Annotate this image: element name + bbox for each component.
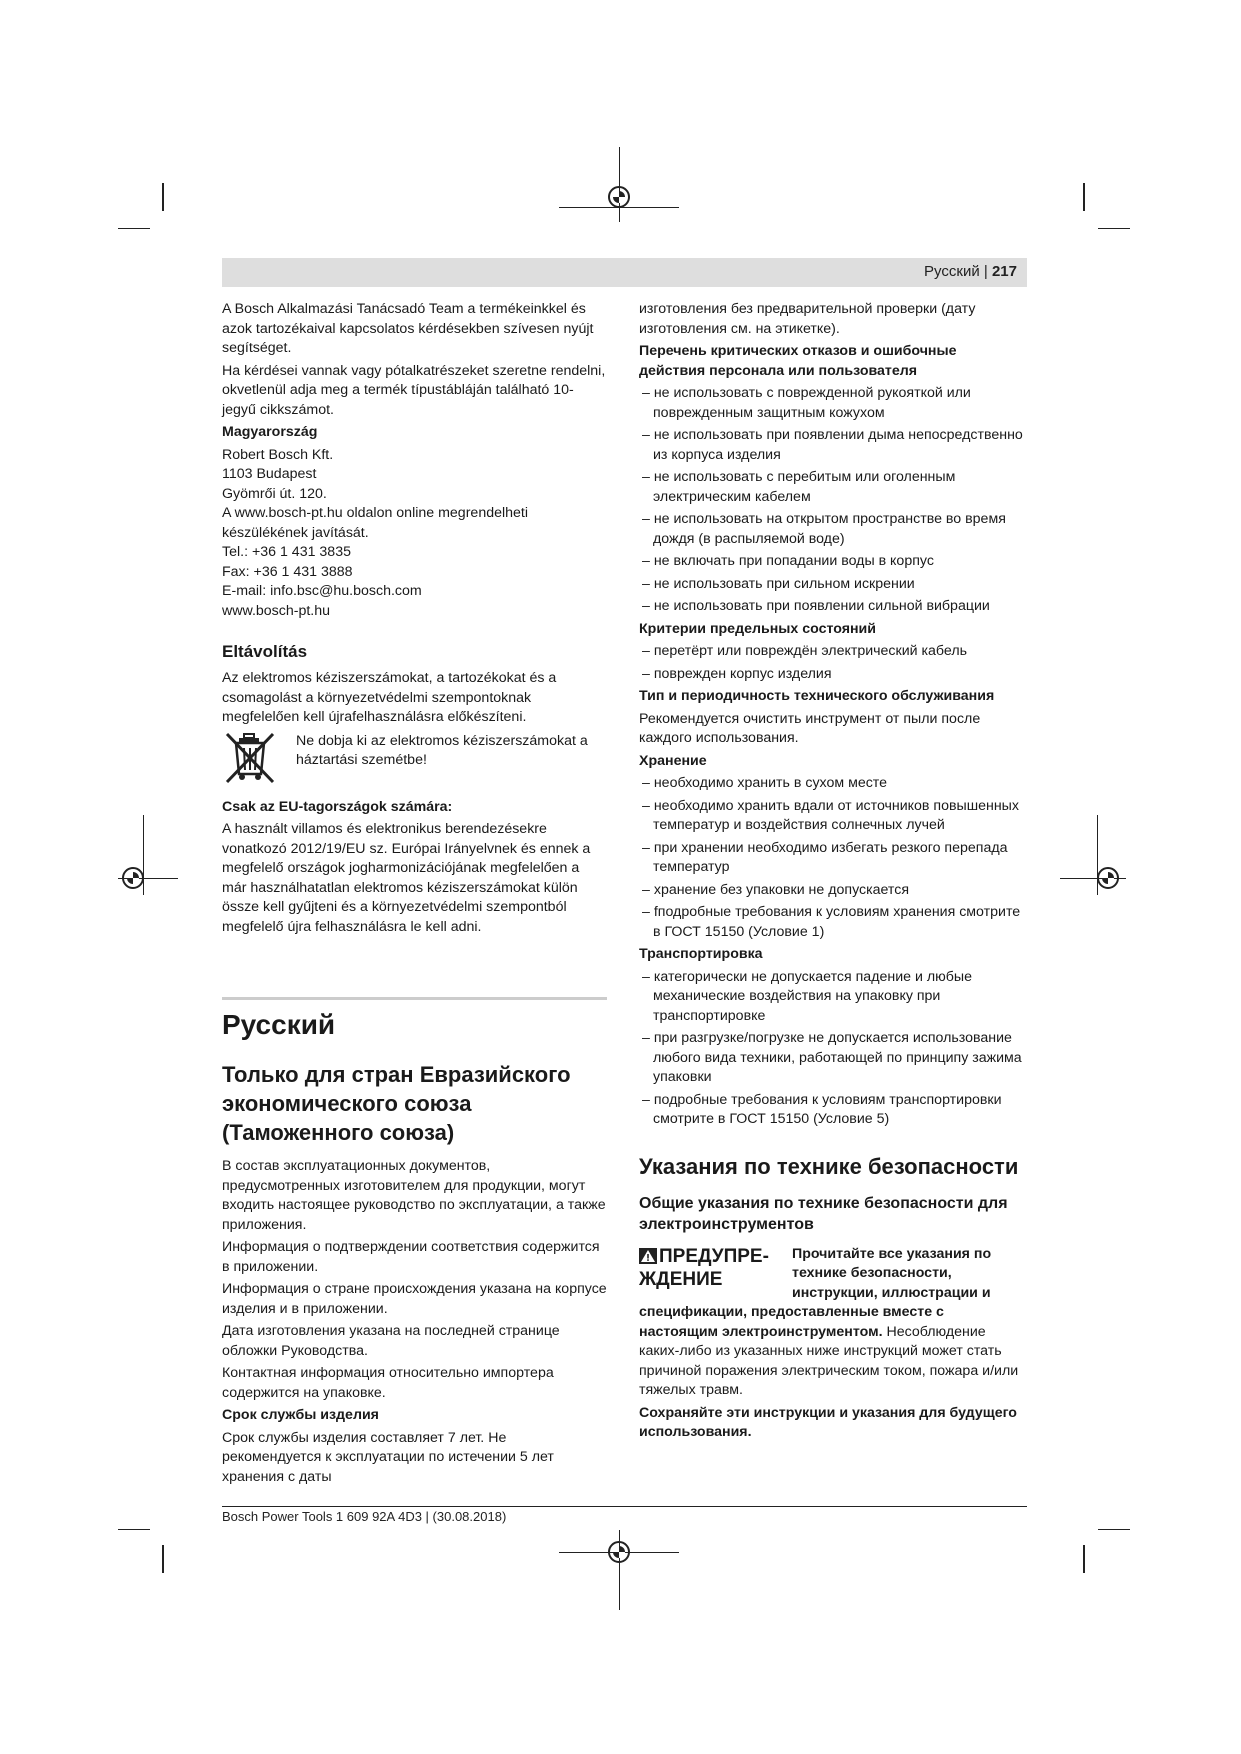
crop-mark xyxy=(118,1529,150,1530)
crop-mark xyxy=(1083,183,1085,211)
paragraph: Дата изготовления указана на последней странице обложки Руководства. xyxy=(222,1323,560,1359)
crop-mark xyxy=(162,183,164,211)
paragraph: A Bosch Alkalmazási Tanácsadó Team a termékeinkkel és azok tartozékaival kapcsolatos kérdésekben szívesen nyújt segítséget. xyxy=(222,301,594,356)
crop-mark xyxy=(1098,228,1130,229)
right-column xyxy=(639,300,1024,1446)
address-line: www.bosch-pt.hu xyxy=(222,602,331,619)
paragraph: Срок службы изделия составляет 7 лет. Не рекомендуется к эксплуатации по истечении 5 лет хранения с даты xyxy=(222,1429,554,1485)
maintenance-heading: Тип и периодичность технического обслуживания xyxy=(639,688,995,704)
page-number: 217 xyxy=(991,263,1017,280)
list-item: – при разгрузке/погрузке не допускается использование любого вида техники, работающей по принципу зажима упаковки xyxy=(639,1029,1024,1088)
list-item: – при хранении необходимо избегать резкого перепада температур xyxy=(639,839,1024,878)
list-item: – не включать при попадании воды в корпус xyxy=(639,552,1024,572)
storage-list xyxy=(639,774,1024,942)
address-block xyxy=(222,446,607,622)
warning-label xyxy=(639,1245,784,1291)
disposal-heading: Eltávolítás xyxy=(222,642,308,661)
warning-label-text: ПРЕДУПРЕ-ЖДЕНИЕ xyxy=(639,1245,769,1290)
paragraph: A használt villamos és elektronikus berendezésekre vonatkozó 2012/19/EU sz. Európai Irányelvnek és ennek a megfelelő országok jogharmonizációjának megfelelően a már használhatatlan elektromos kéziszerszámokat külön össze kell gyűjteni és a környezetvédelmi szempontból megfelelő újra felhasználásra le kell adni. xyxy=(222,821,591,935)
list-item: – не использовать с поврежденной рукояткой или поврежденным защитным кожухом xyxy=(639,384,1024,423)
header-separator: | xyxy=(983,263,988,280)
page-header xyxy=(222,258,1027,287)
address-line: 1103 Budapest xyxy=(222,466,317,482)
eu-heading: Csak az EU-tagországok számára: xyxy=(222,798,453,815)
paragraph: Информация о стране происхождения указана на корпусе изделия и в приложении. xyxy=(222,1281,607,1317)
failures-heading: Перечень критических отказов и ошибочные действия персонала или пользователя xyxy=(639,343,957,379)
crop-mark xyxy=(1098,1529,1130,1530)
address-line: Robert Bosch Kft. xyxy=(222,446,334,463)
header-text xyxy=(924,263,1017,280)
safety-subtitle: Общие указания по технике безопасности для электроинструментов xyxy=(639,1194,1008,1233)
transport-heading: Транспортировка xyxy=(639,946,763,962)
header-section: Русский xyxy=(924,263,980,280)
paragraph: изготовления без предварительной проверки (дату изготовления см. на этикетке). xyxy=(639,301,976,337)
crop-mark xyxy=(1083,1545,1085,1573)
warning-bold: Прочитайте все указания по технике безопасности, инструкции, иллюстрации и спецификации, предоставленные вместе с настоящим электроинструментом. xyxy=(639,1245,992,1340)
registration-line xyxy=(143,815,144,895)
address-line: E-mail: info.bsc@hu.bosch.com xyxy=(222,583,422,599)
service-life-heading: Срок службы изделия xyxy=(222,1407,379,1423)
left-column xyxy=(222,300,607,1490)
eaeu-title: Только для стран Евразийского экономического союза (Таможенного союза) xyxy=(222,1062,571,1145)
safety-title: Указания по технике безопасности xyxy=(639,1153,1019,1179)
weee-notice xyxy=(222,732,607,784)
warning-triangle-icon xyxy=(639,1248,657,1264)
list-item: – подробные требования к условиям транспортировки смотрите в ГОСТ 15150 (Условие 5) xyxy=(639,1091,1024,1130)
paragraph: Рекомендуется очистить инструмент от пыли после каждого использования. xyxy=(639,710,981,746)
registration-mark-icon xyxy=(122,867,144,889)
paragraph: Ha kérdései vannak vagy pótalkatrészeket szeretne rendelni, okvetlenül adja meg a termék típustábláján található 10-jegyű cikkszámot. xyxy=(222,362,606,418)
list-item: – перетёрт или повреждён электрический кабель xyxy=(639,642,1024,662)
footer: Bosch Power Tools 1 609 92A 4D3 | (30.08.2018) xyxy=(222,1509,507,1524)
list-item: – необходимо хранить в сухом месте xyxy=(639,774,1024,794)
registration-mark-icon xyxy=(608,186,630,208)
crop-mark xyxy=(118,228,150,229)
warning-block xyxy=(639,1245,1024,1401)
transport-list xyxy=(639,968,1024,1130)
list-item: – поврежден корпус изделия xyxy=(639,665,1024,685)
address-line: Gyömrői út. 120. xyxy=(222,485,327,502)
country-heading: Magyarország xyxy=(222,424,318,440)
registration-mark-icon xyxy=(608,1541,630,1563)
failures-list xyxy=(639,384,1024,617)
paragraph: Контактная информация относительно импортера содержится на упаковке. xyxy=(222,1365,554,1401)
list-item: – не использовать при сильном искрении xyxy=(639,575,1024,595)
list-item: – не использовать при появлении сильной вибрации xyxy=(639,597,1024,617)
warning-rest: Несоблюдение каких-либо из указанных ниже инструкций может стать причиной поражения электрическим током, пожара и/или тяжелых травм. xyxy=(639,1323,1019,1398)
storage-heading: Хранение xyxy=(639,752,707,769)
footer-rule xyxy=(222,1506,1027,1507)
list-item: – не использовать с перебитым или оголенным электрическим кабелем xyxy=(639,468,1024,507)
limits-heading: Критерии предельных состояний xyxy=(639,620,877,637)
crossed-out-bin-icon xyxy=(222,732,278,784)
list-item: – хранение без упаковки не допускается xyxy=(639,881,1024,901)
address-line: Fax: +36 1 431 3888 xyxy=(222,563,353,580)
list-item: – не использовать на открытом пространстве во время дождя (в распыляемой воде) xyxy=(639,510,1024,549)
section-divider xyxy=(222,997,607,1000)
keep-instructions: Сохраняйте эти инструкции и указания для будущего использования. xyxy=(639,1404,1017,1440)
paragraph: Az elektromos kéziszerszámokat, a tartozékokat és a csomagolást a környezetvédelmi szempontoknak megfelelően kell újrafelhasználásra előkészíteni. xyxy=(222,670,557,725)
list-item: – fподробные требования к условиям хранения смотрите в ГОСТ 15150 (Условие 1) xyxy=(639,903,1024,942)
registration-line xyxy=(619,147,620,222)
registration-mark-icon xyxy=(1097,867,1119,889)
paragraph: Информация о подтверждении соответствия содержится в приложении. xyxy=(222,1239,600,1275)
language-title: Русский xyxy=(222,1009,336,1040)
limits-list xyxy=(639,642,1024,684)
address-line: A www.bosch-pt.hu oldalon online megrendelheti készülékének javítását. xyxy=(222,505,529,541)
crop-mark xyxy=(162,1545,164,1573)
paragraph: В состав эксплуатационных документов, предусмотренных изготовителем для продукции, могут входить настоящее руководство по эксплуатации, а также приложения. xyxy=(222,1158,606,1233)
address-line: Tel.: +36 1 431 3835 xyxy=(222,544,351,560)
list-item: – категорически не допускается падение и любые механические воздействия на упаковку при транспортировке xyxy=(639,968,1024,1027)
list-item: – необходимо хранить вдали от источников повышенных температур и воздействия солнечных лучей xyxy=(639,797,1024,836)
bin-text: Ne dobja ki az elektromos kéziszerszámokat a háztartási szemétbe! xyxy=(296,732,588,768)
list-item: – не использовать при появлении дыма непосредственно из корпуса изделия xyxy=(639,426,1024,465)
